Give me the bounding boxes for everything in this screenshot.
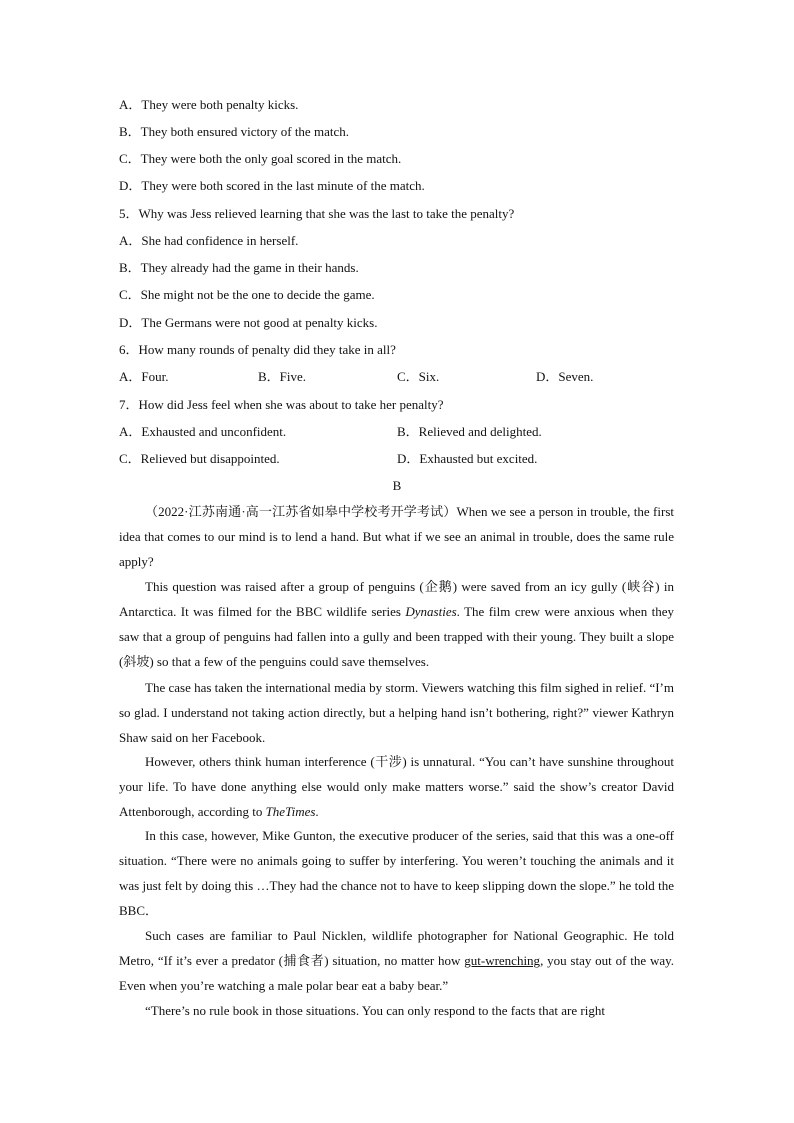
q6-option-b: B．Five. [258, 369, 307, 384]
p2-text-b: . The film crew were anxious when they saw that a group of penguins had fallen into a gully and been trapped with their young. They built a slope (斜坡) so that a few of the penguins could save themselves. [119, 604, 675, 669]
p2-series-title: Dynasties [405, 604, 457, 619]
q4-option-d: D．They were both scored in the last minute of the match. [119, 178, 425, 193]
q4-option-b: B．They both ensured victory of the match. [119, 124, 349, 139]
q5-option-c: C．She might not be the one to decide the game. [119, 287, 375, 302]
p4-text-b: . [315, 804, 319, 819]
p2-text-a: This question was raised after a group of penguins (企鹅) were saved from an icy gully (峡谷) in Antarctica. It was filmed for the BBC wildlife series [119, 579, 674, 619]
q7-option-d: D．Exhausted but excited. [397, 451, 538, 466]
p6-underlined-word: gut-wrenching [464, 953, 541, 968]
q7-option-b: B．Relieved and delighted. [397, 424, 542, 439]
q7-stem: 7．How did Jess feel when she was about to take her penalty? [119, 397, 444, 412]
q6-option-d: D．Seven. [536, 369, 594, 384]
q6-stem: 6．How many rounds of penalty did they take in all? [119, 342, 396, 357]
p4-text-a: However, others think human interference (干涉) is unnatural. “You can’t have sunshine throughout your life. To have done anything else would only make matters worse.” said the show’s creator David Attenborough, according to [119, 754, 674, 819]
p4-publication-title: TheTimes [265, 804, 316, 819]
q7-option-a: A．Exhausted and unconfident. [119, 424, 287, 439]
passage-paragraph-2 [119, 574, 674, 674]
passage-paragraph-5: In this case, however, Mike Gunton, the executive producer of the series, said that this was a one-off situation. “There were no animals going to suffer by interfering. You weren’t touching the animals and it was just felt by doing this …They had the chance not to have to keep slipping down the slope.” he told the BBC． [119, 828, 674, 918]
passage-paragraph-7: “There’s no rule book in those situations. You can only respond to the facts that are right [145, 1003, 605, 1018]
p6-text-a: Such cases are familiar to Paul Nicklen, wildlife photographer for National Geographic. He told Metro, “If it’s ever a predator (捕食者) situation, no matter how [119, 928, 674, 968]
passage-paragraph-1: （2022·江苏南通·高一江苏省如皋中学校考开学考试）When we see a person in trouble, the first idea that comes to our mind is to lend a hand. But what if we see an animal in trouble, does the same rule apply? [119, 504, 674, 569]
passage-paragraph-6 [119, 923, 674, 998]
q5-option-d: D．The Germans were not good at penalty kicks. [119, 315, 378, 330]
passage-paragraph-3: The case has taken the international media by storm. Viewers watching this film sighed in relief. “I’m so glad. I understand not taking action directly, but a helping hand isn’t bothering, right?” viewer Kathryn Shaw said on her Facebook. [119, 680, 674, 745]
p6-text-b: , you stay out of the way. Even when you’re watching a male polar bear eat a baby bear.” [119, 953, 675, 993]
q5-option-b: B．They already had the game in their hands. [119, 260, 359, 275]
section-label: B [392, 478, 402, 493]
q5-option-a: A．She had confidence in herself. [119, 233, 299, 248]
q4-option-c: C．They were both the only goal scored in the match. [119, 151, 402, 166]
q5-stem: 5．Why was Jess relieved learning that she was the last to take the penalty? [119, 206, 515, 221]
q7-option-c: C．Relieved but disappointed. [119, 451, 280, 466]
passage-paragraph-4 [119, 749, 674, 824]
q6-option-a: A．Four. [119, 369, 169, 384]
q6-option-c: C．Six. [397, 369, 440, 384]
q4-option-a: A．They were both penalty kicks. [119, 97, 299, 112]
